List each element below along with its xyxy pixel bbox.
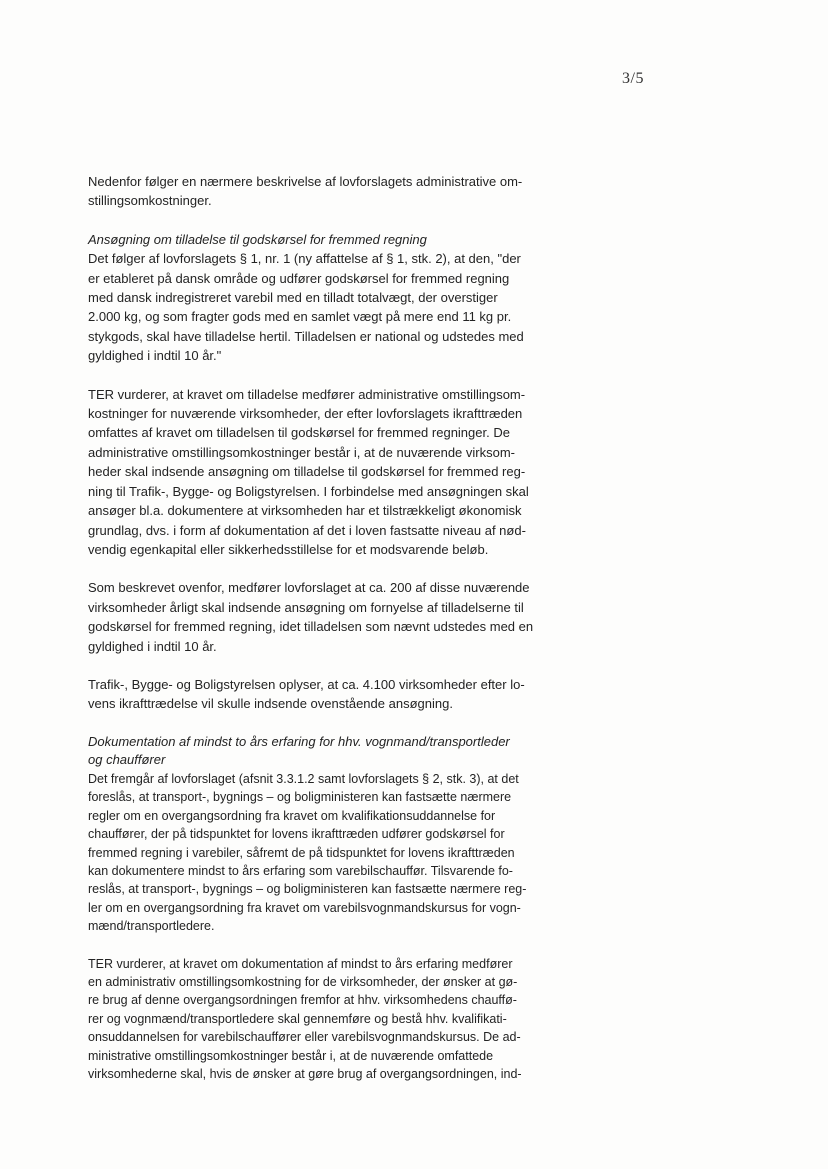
intro-paragraph: Nedenfor følger en nærmere beskrivelse af lovforslagets administrative om- stillingsomkostninger.: [88, 174, 523, 209]
paragraph-permit-assessment: TER vurderer, at kravet om tilladelse medfører administrative omstillingsom- kostninger for nuværende virksomheder, der efter lovforslagets ikrafttræden omfattes af kravet om tilladelsen til godskørsel for fremmed regninger. De administrative omstillingsomkostninger består i, at de nuværende virksom- heder skal indsende ansøgning om tilladelse til godskørsel for fremmed reg- ning til Trafik-, Bygge- og Boligstyrelsen. I forbindelse med ansøgningen skal ansøger bl.a. dokumentere at virksomheden har et tilstrækkeligt økonomisk grundlag, dvs. i form af dokumentation af det i loven fastsatte niveau af nød- vendig egenkapital eller sikkerhedsstillelse for et modsvarende beløb.: [88, 386, 529, 557]
paragraph-permit-rule: Det følger af lovforslagets § 1, nr. 1 (ny affattelse af § 1, stk. 2), at den, "der er etableret på dansk område og udfører godskørsel for fremmed regning med dansk indregistreret varebil med en tilladt totalvægt, der overstiger 2.000 kg, og som fragter gods med en samlet vægt på mere end 11 kg pr. stykgods, skal have tilladelse hertil. Tilladelsen er national og udstedes med gyldighed i indtil 10 år.": [88, 251, 524, 364]
page-number: 3/5: [622, 70, 644, 87]
paragraph-experience-assessment: TER vurderer, at kravet om dokumentation af mindst to års erfaring medfører en administrativ omstillingsomkostning for de virksomheder, der ønsker at gø- re brug af denne overgangsordningen fremfor at hhv. virksomhedens chauffø- rer og vognmænd/transportledere skal gennemføre og bestå hhv. kvalifikati- onsuddannelsen for varebilschauffører eller varebilsvognmandskursus. De ad- ministrative omstillingsomkostninger består i, at de nuværende omfattede virksomhederne skal, hvis de ønsker at gøre brug af overgangsordningen, ind-: [88, 956, 522, 1082]
paragraph-experience-rule: Det fremgår af lovforslaget (afsnit 3.3.1.2 samt lovforslagets § 2, stk. 3), at det foreslås, at transport-, bygnings – og boligministeren kan fastsætte nærmere regler om en overgangsordning fra kravet om kvalifikationsuddannelse for chauffører, der på tidspunktet for lovens ikrafttræden udfører godskørsel for fremmed regning i varebiler, såfremt de på tidspunktet for lovens ikrafttræden kan dokumentere mindst to års erfaring som varebilschauffør. Tilsvarende fo- reslås, at transport-, bygnings – og boligministeren kan fastsætte nærmere reg- ler om en overgangsordning fra kravet om varebilsvognmandskursus for vogn- mænd/transportledere.: [88, 771, 527, 934]
document-body: [88, 172, 560, 1083]
section-heading-permit: Ansøgning om tilladelse til godskørsel for fremmed regning: [88, 231, 427, 247]
paragraph-permit-count: Trafik-, Bygge- og Boligstyrelsen oplyser, at ca. 4.100 virksomheder efter lo- vens ikrafttrædelse vil skulle indsende ovenstående ansøgning.: [88, 676, 525, 712]
paragraph-permit-renewal: Som beskrevet ovenfor, medfører lovforslaget at ca. 200 af disse nuværende virksomheder årligt skal indsende ansøgning om fornyelse af tilladelserne til godskørsel for fremmed regning, idet tilladelsen som nævnt udstedes med en gyldighed i indtil 10 år.: [88, 580, 534, 654]
section-heading-experience: Dokumentation af mindst to års erfaring for hhv. vognmand/transportleder og chauffører: [88, 733, 510, 768]
